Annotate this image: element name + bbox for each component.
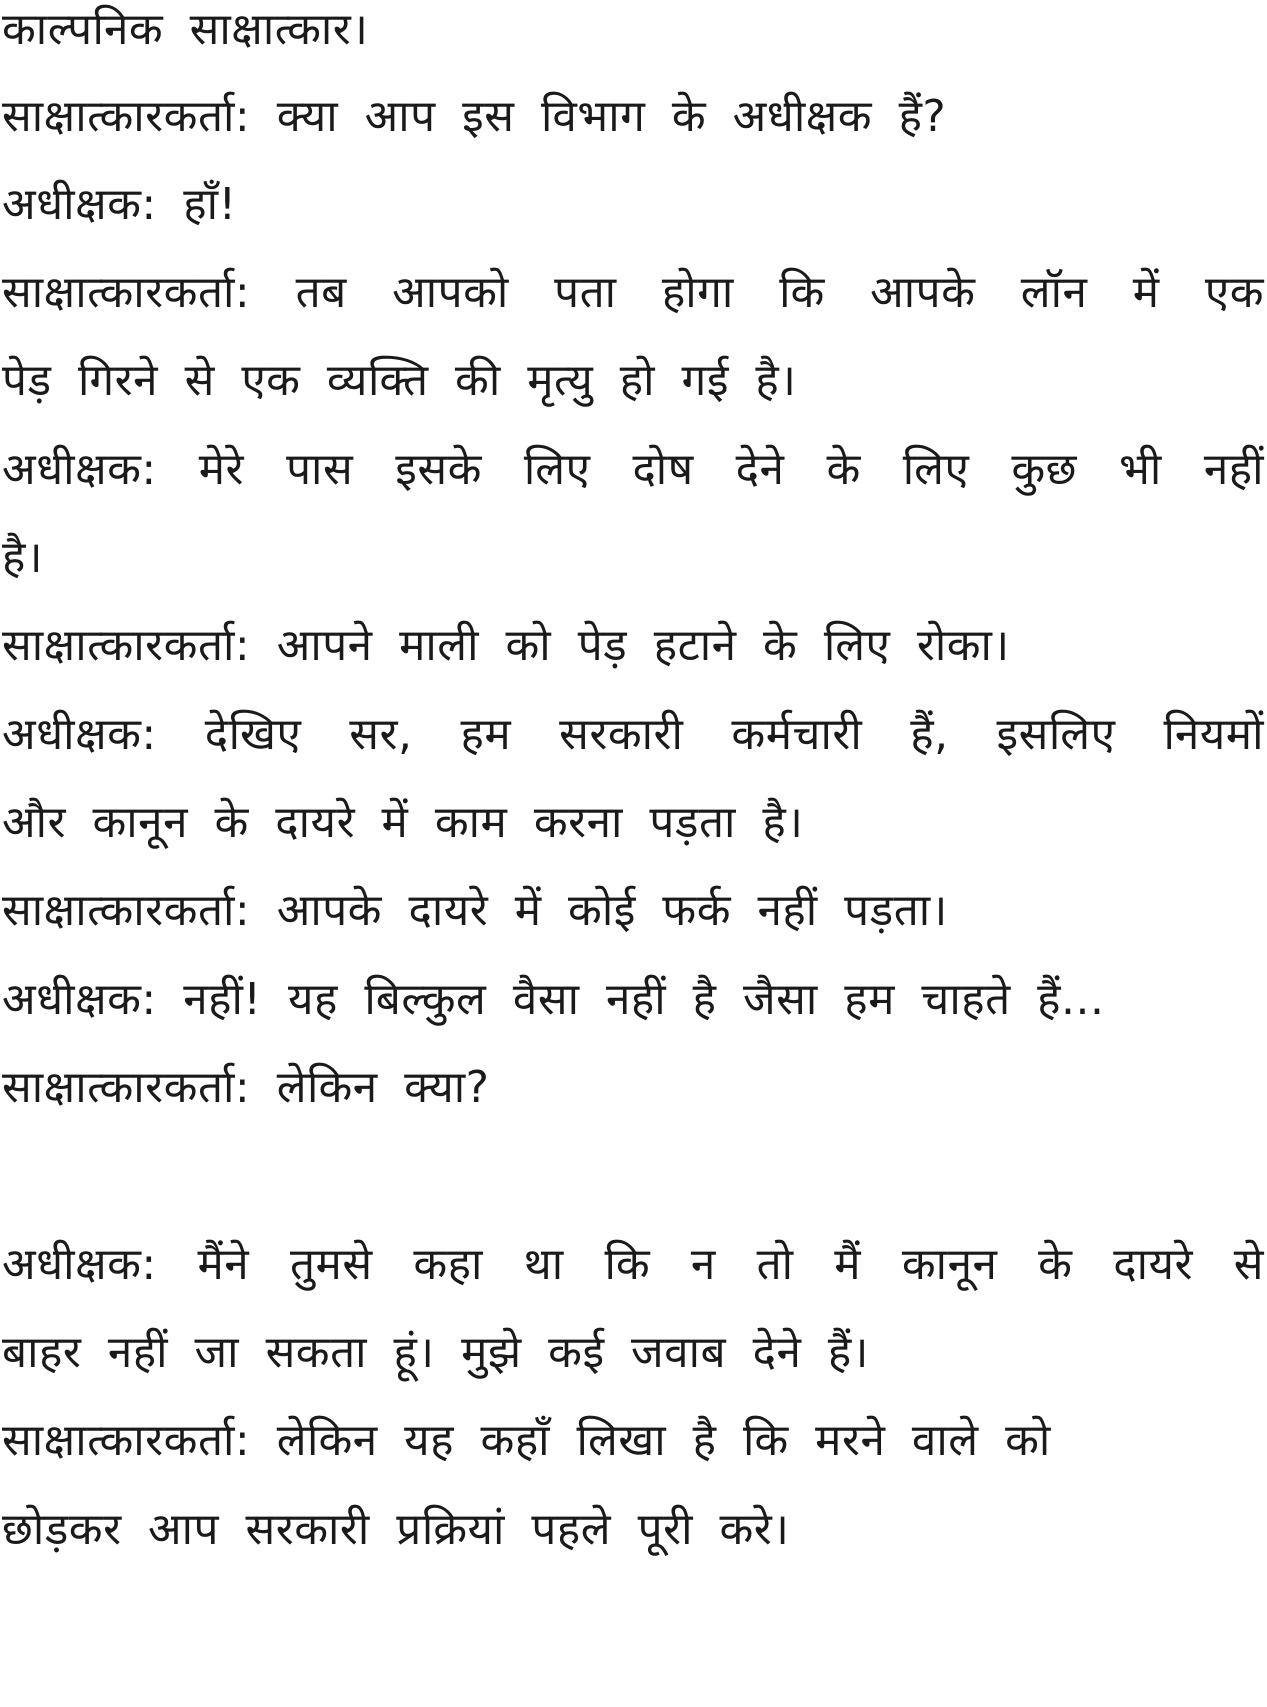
dialogue-line: साक्षात्कारकर्ता: क्या आप इस विभाग के अधीक्षक हैं? xyxy=(2,91,947,142)
dialogue-line: साक्षात्कारकर्ता: लेकिन यह कहाँ लिखा है कि मरने वाले को xyxy=(2,1415,1051,1466)
dialogue-line: साक्षात्कारकर्ता: लेकिन क्या? xyxy=(2,1062,490,1113)
document-title: काल्पनिक साक्षात्कार। xyxy=(2,4,369,55)
dialogue-line: छोड़कर आप सरकारी प्रक्रियां पहले पूरी करे। xyxy=(2,1504,790,1555)
dialogue-line: अधीक्षक: हाँ! xyxy=(2,179,237,230)
dialogue-line: साक्षात्कारकर्ता: आपके दायरे में कोई फर्क नहीं पड़ता। xyxy=(2,885,948,936)
dialogue-line: अधीक्षक: मेरे पास इसके लिए दोष देने के लिए कुछ भी नहीं xyxy=(2,444,1264,495)
dialogue-line: और कानून के दायरे में काम करना पड़ता है। xyxy=(2,797,804,848)
dialogue-line: साक्षात्कारकर्ता: आपने माली को पेड़ हटाने के लिए रोका। xyxy=(2,620,1010,671)
dialogue-line: है। xyxy=(2,532,44,583)
dialogue-line: बाहर नहीं जा सकता हूं। मुझे कई जवाब देने हैं। xyxy=(2,1327,869,1378)
dialogue-line: अधीक्षक: नहीं! यह बिल्कुल वैसा नहीं है जैसा हम चाहते हैं... xyxy=(2,974,1105,1025)
dialogue-line: अधीक्षक: मैंने तुमसे कहा था कि न तो मैं कानून के दायरे से xyxy=(2,1239,1264,1290)
dialogue-line: साक्षात्कारकर्ता: तब आपको पता होगा कि आपके लॉन में एक xyxy=(2,267,1264,318)
dialogue-line: पेड़ गिरने से एक व्यक्ति की मृत्यु हो गई है। xyxy=(2,355,797,406)
dialogue-line: अधीक्षक: देखिए सर, हम सरकारी कर्मचारी हैं, इसलिए नियमों xyxy=(2,709,1264,760)
